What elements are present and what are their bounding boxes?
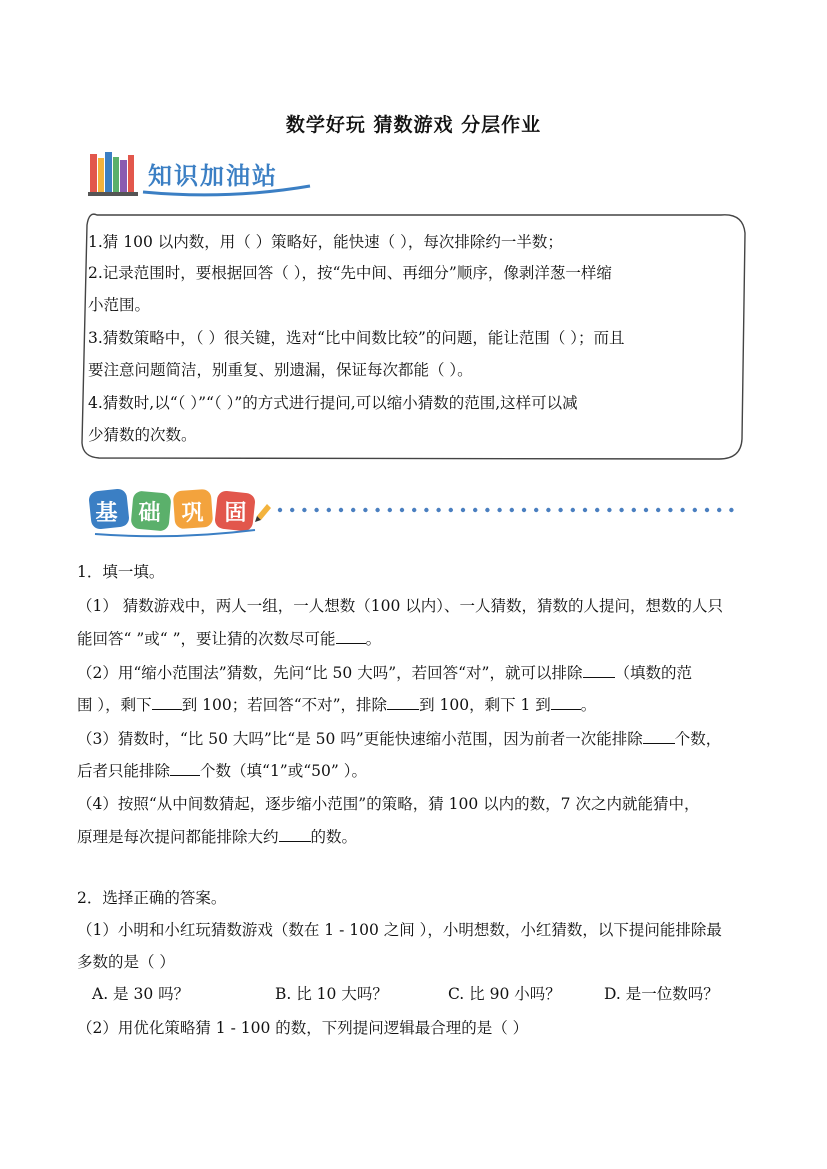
option-d[interactable]: D. 是一位数吗？ bbox=[604, 985, 719, 1003]
answer-blank[interactable] bbox=[170, 760, 200, 776]
page-title: 数学好玩 猜数游戏 分层作业 bbox=[285, 114, 542, 136]
divider-dot bbox=[546, 508, 550, 512]
answer-blank[interactable] bbox=[152, 694, 182, 710]
knowledge-line-1: 1.猜 100 以内数，用（ ）策略好，能快速（ ），每次排除约一半数； bbox=[88, 233, 563, 251]
divider-dot bbox=[534, 508, 538, 512]
divider-dot bbox=[351, 508, 355, 512]
divider-dot bbox=[668, 508, 672, 512]
divider-dot bbox=[680, 508, 684, 512]
divider-dot bbox=[632, 508, 636, 512]
divider-dot bbox=[619, 508, 623, 512]
divider-dot bbox=[327, 508, 331, 512]
knowledge-line-5: 要注意问题简洁，别重复、别遗漏，保证每次都能（ ）。 bbox=[88, 361, 473, 379]
knowledge-line-2: 2.记录范围时，要根据回答（ ），按“先中间、再细分”顺序，像剥洋葱一样缩 bbox=[88, 264, 612, 282]
dotted-divider bbox=[278, 508, 734, 512]
option-a[interactable]: A. 是 30 吗？ bbox=[92, 985, 190, 1003]
q2-part1-line2: 多数的是（ ） bbox=[77, 953, 175, 971]
divider-dot bbox=[571, 508, 575, 512]
q2-part1-line1: （1）小明和小红玩猜数游戏（数在 1 - 100 之间 ），小明想数，小红猜数，以下提问能排除最 bbox=[77, 921, 722, 939]
answer-blank[interactable] bbox=[643, 728, 675, 744]
question-2-title: 2．选择正确的答案。 bbox=[77, 889, 227, 907]
divider-dot bbox=[449, 508, 453, 512]
knowledge-line-4: 3.猜数策略中，（ ）很关键，选对“比中间数比较”的问题，能让范围（ ）；而且 bbox=[88, 329, 625, 347]
divider-dot bbox=[485, 508, 489, 512]
section-banner-knowledge bbox=[88, 148, 318, 200]
divider-dot bbox=[400, 508, 404, 512]
divider-dot bbox=[290, 508, 294, 512]
q1-part3-line1: （3）猜数时，“比 50 大吗”比“是 50 吗”更能快速缩小范围，因为前者一次能排除 个数， bbox=[77, 730, 722, 748]
q1-part1-line2: 能回答“ ”或“ ”，要让猜的次数尽可能 。 bbox=[77, 630, 382, 648]
knowledge-box bbox=[79, 211, 746, 461]
answer-blank[interactable] bbox=[387, 694, 419, 710]
divider-dot bbox=[424, 508, 428, 512]
option-b[interactable]: B. 比 10 大吗？ bbox=[275, 985, 388, 1003]
option-c[interactable]: C. 比 90 小吗？ bbox=[448, 985, 561, 1003]
divider-dot bbox=[363, 508, 367, 512]
q1-part1-line1: （1） 猜数游戏中，两人一组，一人想数（100 以内）、一人猜数，猜数的人提问，想数的人只 bbox=[77, 597, 724, 615]
divider-dot bbox=[558, 508, 562, 512]
divider-dot bbox=[497, 508, 501, 512]
section-heading-basic-char: 基 bbox=[95, 501, 118, 526]
divider-dot bbox=[583, 508, 587, 512]
q2-part2: （2）用优化策略猜 1 - 100 的数，下列提问逻辑最合理的是（ ） bbox=[77, 1019, 529, 1037]
answer-blank[interactable] bbox=[279, 826, 311, 842]
answer-blank[interactable] bbox=[551, 694, 581, 710]
divider-dot bbox=[656, 508, 660, 512]
answer-blank[interactable] bbox=[583, 662, 615, 678]
knowledge-line-7: 少猜数的次数。 bbox=[88, 426, 197, 444]
knowledge-line-3: 小范围。 bbox=[88, 296, 151, 314]
q1-part4-line1: （4）按照“从中间数猜起，逐步缩小范围”的策略，猜 100 以内的数，7 次之内就能猜中， bbox=[77, 795, 700, 813]
section-heading-knowledge: 知识加油站 bbox=[148, 162, 278, 190]
question-1-title: 1．填一填。 bbox=[77, 563, 165, 581]
divider-dot bbox=[388, 508, 392, 512]
divider-dot bbox=[693, 508, 697, 512]
section-heading-basic-char: 固 bbox=[224, 501, 247, 526]
divider-dot bbox=[473, 508, 477, 512]
divider-dot bbox=[595, 508, 599, 512]
q1-part3-line2: 后者只能排除 个数（填“1”或“50” ）。 bbox=[77, 762, 367, 780]
q1-part4-line2: 原理是每次提问都能排除大约 的数。 bbox=[77, 828, 358, 846]
divider-dot bbox=[302, 508, 306, 512]
divider-dot bbox=[644, 508, 648, 512]
divider-dot bbox=[412, 508, 416, 512]
section-heading-basic-char: 巩 bbox=[181, 501, 204, 526]
divider-dot bbox=[522, 508, 526, 512]
answer-blank[interactable] bbox=[336, 628, 366, 644]
divider-dot bbox=[278, 508, 282, 512]
section-banner-basic bbox=[85, 486, 745, 538]
section-heading-basic-char: 础 bbox=[138, 501, 161, 526]
divider-dot bbox=[607, 508, 611, 512]
divider-dot bbox=[314, 508, 318, 512]
divider-dot bbox=[717, 508, 721, 512]
divider-dot bbox=[339, 508, 343, 512]
knowledge-line-6: 4.猜数时,以“（ ）”“（ ）”的方式进行提问,可以缩小猜数的范围,这样可以减 bbox=[88, 394, 578, 412]
divider-dot bbox=[436, 508, 440, 512]
q1-part2-line1: （2）用“缩小范围法”猜数，先问“比 50 大吗”，若回答“对”，就可以排除 （填数的范 bbox=[77, 664, 693, 682]
section-heading-basic bbox=[85, 496, 257, 527]
divider-dot bbox=[705, 508, 709, 512]
q1-part2-line2: 围 ），剩下 到 100；若回答“不对”，排除 到 100，剩下 1 到 。 bbox=[77, 696, 597, 714]
pencil-icon bbox=[255, 504, 271, 522]
divider-dot bbox=[375, 508, 379, 512]
divider-dot bbox=[510, 508, 514, 512]
divider-dot bbox=[461, 508, 465, 512]
divider-dot bbox=[729, 508, 733, 512]
